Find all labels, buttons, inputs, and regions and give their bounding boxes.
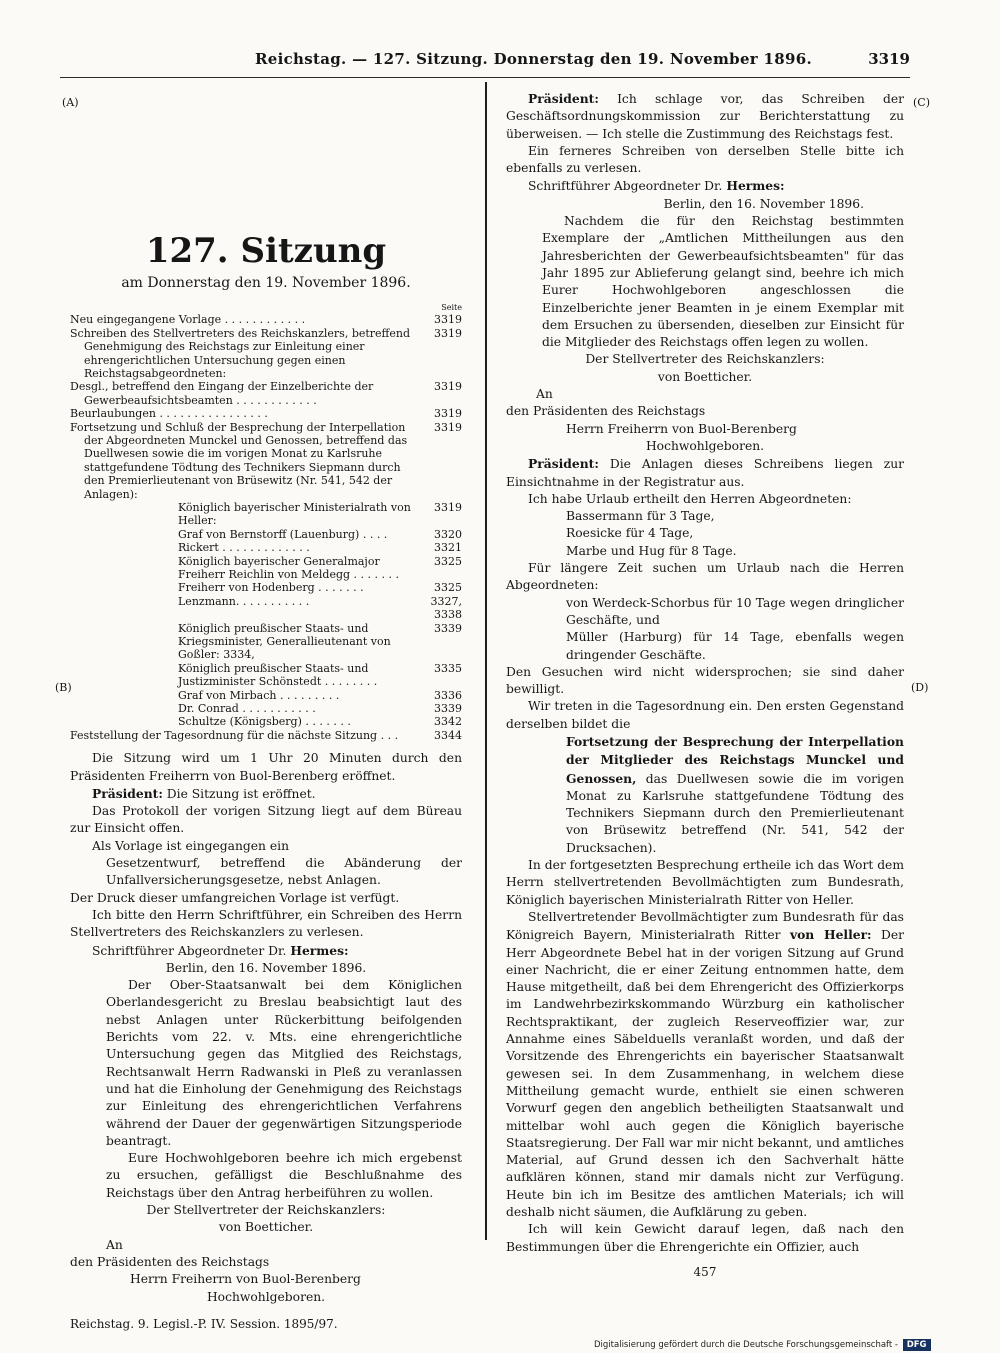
- toc-entry: [70, 380, 462, 407]
- right-column: [506, 90, 904, 1281]
- toc-entry-page: 3325: [434, 554, 462, 568]
- toc-entry-page: 3327, 3338: [430, 594, 462, 622]
- agenda-item: Fortsetzung der Besprechung der Interpellation der Mitglieder des Reichstags Munckel und Genossen, das Duellwesen sowie die im vorigen Monat zu Karlsruhe stattgefundene Tödtung des Technikers Siepmann durch den Premierlieutenant von Brüsewitz betreffend (Nr. 541, 542 der Drucksachen).: [566, 733, 904, 855]
- column-divider: [485, 82, 487, 1240]
- leave-item: Bassermann für 3 Tage,: [566, 509, 715, 524]
- toc-entry-page: 3319: [434, 313, 462, 327]
- left-column: [70, 90, 462, 1333]
- speech-von-heller: Stellvertretender Bevollmächtigter zum Bundesrath für das Königreich Bayern, Ministerialrath Ritter von Heller: Der Herr Abgeordnete Bebel hat in der vorigen Sitzung auf Grund einer Nachricht, die er einer Zeitung entnommen hatte, dem Hause mitgetheilt, daß bei dem Ehrengericht des Offizierkorps im Landwehrbezirkskommando Würzburg ein katholischer Rechtspraktikant, der zugleich Reserveoffizier war, zur Annahme eines Säbelduells veranlaßt worden, und daß der Vorsitzende des Ehrengerichts ein bayerischer Staatsanwalt gewesen sei. In dem Zusammenhang, in welchem diese Mittheilung gemacht wurde, enthielt sie einen schweren Vorwurf gegen den angeblich betheiligten Staatsanwalt und mittelbar wohl auch gegen die Königlich bayerische Staatsregierung. Der Fall war mir nicht bekannt, und amtliches Material, auf Grund dessen ich den Sachverhalt hätte aufklären können, stand mir damals nicht zur Verfügung. Heute bin ich im Besitze des amtlichen Materials; ich will deshalb nicht säumen, die Aufklärung zu geben.: [506, 909, 904, 1219]
- toc-entry-text: Königlich bayerischer Ministerialrath von Heller:: [178, 500, 411, 528]
- address-an: An: [106, 1237, 123, 1252]
- toc-entry-page: 3319: [434, 326, 462, 340]
- leave-item: Roesicke für 4 Tage,: [566, 526, 694, 541]
- toc-entry-text: Fortsetzung und Schluß der Besprechung der Interpellation der Abgeordneten Munckel und Genossen, betreffend das Duellwesen sowie die im vorigen Monat zu Karlsruhe stattgefundene Tödtung des Technikers Siepmann durch den Premierlieutenant von Brüsewitz (Nr. 541, 542 der Anlagen):: [70, 420, 408, 501]
- toc-entry: [70, 528, 462, 541]
- speech-continuation: Ich will kein Gewicht darauf legen, daß nach den Bestimmungen über die Ehrengerichte ein Offizier, auch: [506, 1222, 904, 1254]
- secretary-line-2: Schriftführer Abgeordneter Dr. Hermes:: [528, 178, 785, 194]
- toc-entry-page: 3335: [434, 661, 462, 675]
- toc-entry: [70, 555, 462, 582]
- protocol-paragraph: Das Protokoll der vorigen Sitzung liegt auf dem Büreau zur Einsicht offen.: [70, 804, 462, 836]
- running-header: [60, 50, 910, 72]
- toc-entry-page: 3320: [434, 527, 462, 541]
- toc-entry-text: Schultze (Königsberg) . . . . . . .: [178, 715, 351, 729]
- toc-entry-page: 3325: [434, 581, 462, 595]
- address2-recipient: den Präsidenten des Reichstags: [506, 404, 706, 419]
- toc-entry-page: 3339: [434, 621, 462, 635]
- letter2-sender-role: Der Stellvertreter des Reichskanzlers:: [585, 352, 825, 367]
- longer-leave-item: von Werdeck-Schorbus für 10 Tage wegen dringlicher Geschäfte, und: [566, 595, 904, 627]
- margin-mark-a: (A): [62, 96, 79, 109]
- toc-entry-text: Schreiben des Stellvertreters des Reichskanzlers, betreffend Genehmigung des Reichstags zur Einleitung einer ehrengerichtlichen Untersuchung gegen einen Reichstagsabgeordneten:: [70, 326, 411, 380]
- toc-entry-text: Freiherr von Hodenberg . . . . . . .: [178, 581, 364, 595]
- toc-entry-text: Königlich preußischer Staats- und Justizminister Schönstedt . . . . . . . .: [178, 661, 378, 689]
- toc-entry-text: Rickert . . . . . . . . . . . . .: [178, 541, 310, 555]
- toc-page-label: Seite: [441, 303, 462, 313]
- toc-entry-page: 3319: [434, 420, 462, 434]
- agenda-intro: Wir treten in die Tagesordnung ein. Den ersten Gegenstand derselben bildet die: [506, 699, 904, 731]
- margin-mark-d: (D): [911, 681, 929, 694]
- print-ordered: Der Druck dieser umfangreichen Vorlage ist verfügt.: [70, 890, 400, 905]
- toc-entry: [70, 729, 462, 742]
- column-number: 457: [693, 1264, 717, 1279]
- president-annex: Präsident: Die Anlagen dieses Schreibens liegen zur Einsichtnahme in der Registratur aus.: [506, 456, 904, 489]
- toc-entry-page: 3319: [434, 500, 462, 514]
- letter2-date: Berlin, den 16. November 1896.: [663, 196, 864, 211]
- bill-intro: Als Vorlage ist eingegangen ein: [92, 838, 289, 853]
- letter-request: Eure Hochwohlgeboren beehre ich mich ergebenst zu ersuchen, gefälligst die Beschlußnahme des Reichstags über den Antrag herbeiführen zu wollen.: [106, 1151, 462, 1200]
- letter-body: Der Ober-Staatsanwalt bei dem Königlichen Oberlandesgericht zu Breslau beabsichtigt laut des nebst Anlagen unter Rückerbittung beifolgenden Berichts vom 22. v. Mts. eine ehrengerichtliche Untersuchung gegen das Mitglied des Reichstags, Rechtsanwalt Herrn Radwanski in Pleß zu veranlassen und hat die Einholung der Genehmigung des Reichstags zur Einleitung des ehrengerichtlichen Verfahrens während der Dauer der gegenwärtigen Sitzungsperiode beantragt.: [106, 978, 462, 1148]
- longer-leave-item: Müller (Harburg) für 14 Tage, ebenfalls wegen dringender Geschäfte.: [566, 630, 904, 662]
- leave-granted: Den Gesuchen wird nicht widersprochen; sie sind daher bewilligt.: [506, 664, 904, 697]
- letter2-body: Nachdem die für den Reichstag bestimmten Exemplare der „Amtlichen Mittheilungen aus den Jahresberichten der Gewerbeaufsichtsbeamten" für das Jahr 1895 zur Ablieferung gelangt sind, beehre ich mich Eurer Hochwohlgeboren angeschlossen die Einzelberichte jener Beamten in je einem Exemplar mit dem Ersuchen zu übersenden, dieselben zur Einsicht für die Mitglieder des Reichstags offen legen zu wollen.: [542, 214, 904, 350]
- request-reading: Ich bitte den Herrn Schriftführer, ein Schreiben des Herrn Stellvertreters des Reichskanzlers zu verlesen.: [70, 907, 462, 940]
- address2-an: An: [536, 387, 553, 402]
- bill-title: Gesetzentwurf, betreffend die Abänderung der Unfallversicherungsgesetze, nebst Anlagen.: [106, 856, 462, 888]
- toc-entry: [70, 541, 462, 554]
- toc-entry: [70, 702, 462, 715]
- secretary-line: Schriftführer Abgeordneter Dr. Hermes:: [92, 942, 349, 958]
- toc-entry-text: Feststellung der Tagesordnung für die nächste Sitzung . . .: [70, 728, 399, 742]
- toc-entry: [70, 595, 462, 622]
- address-name: Herrn Freiherrn von Buol-Berenberg: [130, 1272, 361, 1287]
- session-title: 127. Sitzung: [145, 231, 387, 271]
- toc-entry-text: Neu eingegangene Vorlage . . . . . . . . . . . .: [70, 313, 306, 327]
- toc-entry-text: Desgl., betreffend den Eingang der Einzelberichte der Gewerbeaufsichtsbeamten . . . . . . . . . . . .: [70, 380, 374, 407]
- digitization-note: [594, 1339, 931, 1351]
- header-rule: [60, 77, 910, 78]
- toc-entry-text: Lenzmann. . . . . . . . . . .: [178, 594, 310, 608]
- opening-paragraph: Die Sitzung wird um 1 Uhr 20 Minuten durch den Präsidenten Freiherrn von Buol-Berenberg eröffnet.: [70, 751, 462, 783]
- toc-entry: [70, 501, 462, 528]
- leave-intro: Ich habe Urlaub ertheilt den Herren Abgeordneten:: [528, 491, 852, 506]
- toc-entry-page: 3319: [434, 407, 462, 421]
- longer-leave-intro: Für längere Zeit suchen um Urlaub nach die Herren Abgeordneten:: [506, 561, 904, 593]
- president-proposal: Präsident: Ich schlage vor, das Schreiben der Geschäftsordnungskommission zur Berichterstattung zu überweisen. — Ich stelle die Zustimmung des Reichstags fest.: [506, 91, 904, 141]
- running-head-text: Reichstag. — 127. Sitzung. Donnerstag den 19. November 1896.: [255, 50, 812, 68]
- toc-entry-text: Graf von Bernstorff (Lauenburg) . . . .: [178, 527, 388, 541]
- leave-item: Marbe und Hug für 8 Tage.: [566, 543, 737, 558]
- toc-entry-page: 3336: [434, 688, 462, 702]
- toc-entry-text: Königlich preußischer Staats- und Kriegsminister, Generallieutenant von Goßler: 3334,: [178, 621, 391, 662]
- toc-entry-page: 3319: [434, 380, 462, 394]
- second-letter-request: Ein ferneres Schreiben von derselben Stelle bitte ich ebenfalls zu verlesen.: [506, 143, 904, 176]
- toc-entry: [70, 407, 462, 420]
- letter-date: Berlin, den 16. November 1896.: [165, 960, 367, 975]
- toc-entry: [70, 622, 462, 662]
- letter-sender-role: Der Stellvertreter der Reichskanzlers:: [146, 1203, 386, 1218]
- address-recipient: den Präsidenten des Reichstags: [70, 1254, 270, 1269]
- session-date: am Donnerstag den 19. November 1896.: [121, 275, 411, 291]
- toc-entry-text: Dr. Conrad . . . . . . . . . . .: [178, 702, 316, 716]
- floor-given: In der fortgesetzten Besprechung ertheile ich das Wort dem Herrn stellvertretenden Bevollmächtigten zum Bundesrath, Königlich bayerischen Ministerialrath Ritter von Heller.: [506, 858, 904, 907]
- address-honorific: Hochwohlgeboren.: [206, 1289, 326, 1304]
- toc-entry: [70, 581, 462, 594]
- address2-name: Herrn Freiherrn von Buol-Berenberg: [566, 421, 797, 436]
- letter-signature: von Boetticher.: [218, 1220, 314, 1235]
- table-of-contents: [70, 313, 462, 742]
- toc-entry: [70, 662, 462, 689]
- page-number: 3319: [868, 50, 910, 68]
- toc-entry: [70, 689, 462, 702]
- margin-mark-b: (B): [55, 681, 72, 694]
- toc-entry-text: Königlich bayerischer Generalmajor Freiherr Reichlin von Meldegg . . . . . . .: [178, 554, 399, 582]
- toc-entry: [70, 715, 462, 728]
- toc-entry: [70, 327, 462, 381]
- address2-honorific: Hochwohlgeboren.: [645, 438, 765, 453]
- president-opening: Präsident: Die Sitzung ist eröffnet.: [92, 785, 316, 801]
- speaker-label: Präsident:: [92, 785, 163, 801]
- toc-entry: [70, 313, 462, 326]
- toc-entry-text: Graf von Mirbach . . . . . . . . .: [178, 688, 340, 702]
- digitization-text: Digitalisierung gefördert durch die Deutsche Forschungsgemeinschaft -: [594, 1340, 898, 1350]
- toc-entry-page: 3344: [434, 728, 462, 742]
- margin-mark-c: (C): [913, 96, 930, 109]
- letter2-signature: von Boetticher.: [657, 369, 753, 384]
- toc-entry-page: 3339: [434, 702, 462, 716]
- toc-entry: [70, 421, 462, 501]
- toc-entry-text: Beurlaubungen . . . . . . . . . . . . . . . .: [70, 407, 268, 421]
- toc-entry-page: 3342: [434, 715, 462, 729]
- toc-entry-page: 3321: [434, 541, 462, 555]
- dfg-logo: DFG: [903, 1339, 931, 1351]
- session-footer: Reichstag. 9. Legisl.-P. IV. Session. 1895/97.: [70, 1316, 338, 1331]
